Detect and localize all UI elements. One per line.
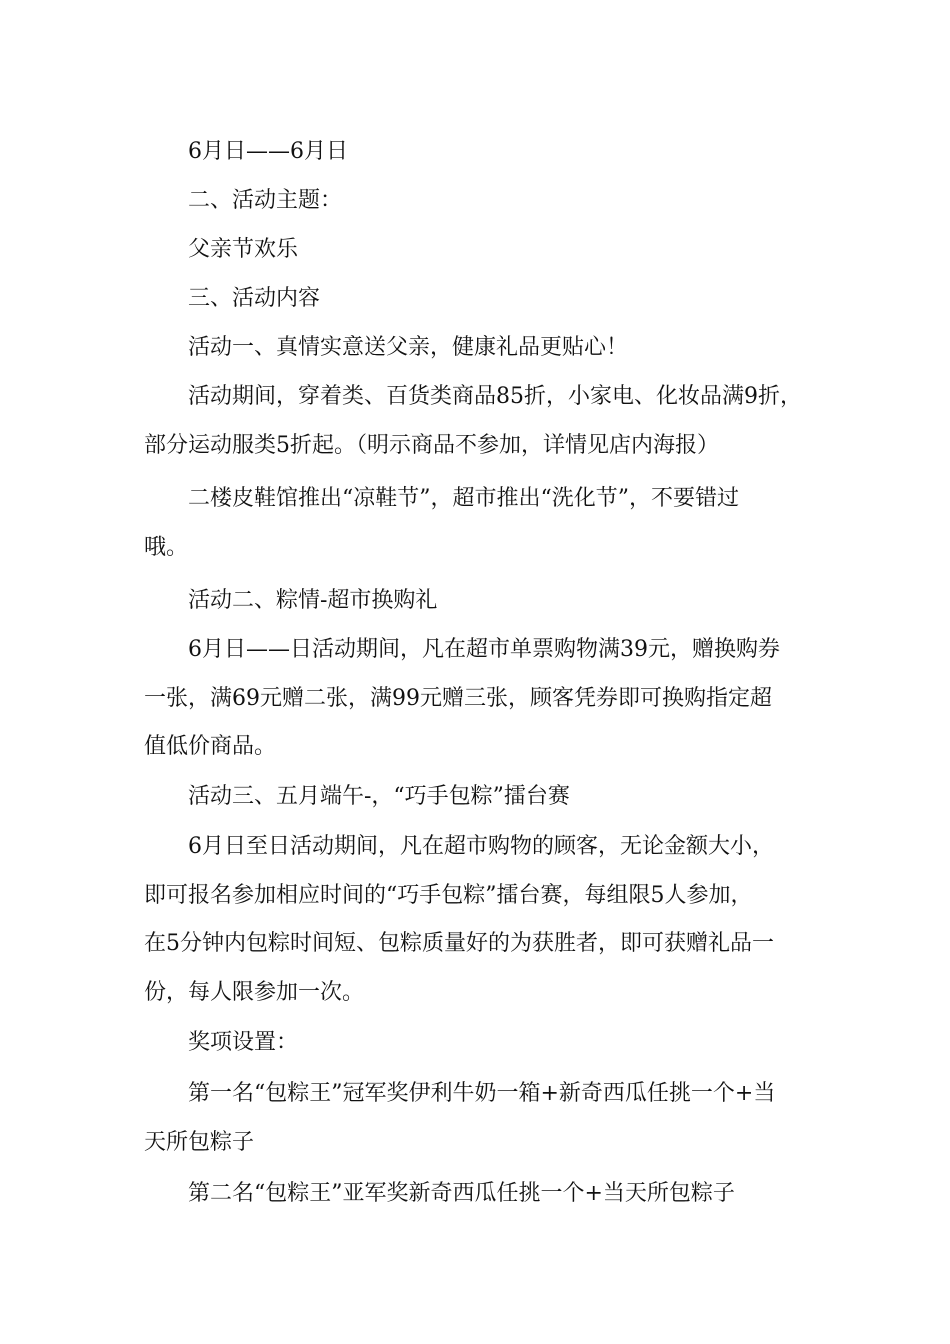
activity-two-heading bbox=[144, 577, 809, 626]
activity-two-paragraph bbox=[144, 626, 809, 772]
text-line: 活动期间，穿着类、百货类商品85折，小家电、化妆品满9折， bbox=[188, 384, 802, 409]
date-range-line bbox=[144, 128, 809, 177]
text-line: 6月日至日活动期间，凡在超市购物的顾客，无论金额大小， bbox=[188, 834, 774, 859]
text-line: 活动二、粽情-超市换购礼 bbox=[188, 588, 438, 613]
text-line: 活动三、五月端午-，“巧手包粽”擂台赛 bbox=[188, 784, 570, 809]
text-line: 在5分钟内包粽时间短、包粽质量好的为获胜者，即可获赠礼品一 bbox=[144, 931, 774, 957]
text-line: 活动一、真情实意送父亲，健康礼品更贴心！ bbox=[188, 335, 629, 360]
text-line: 份，每人限参加一次。 bbox=[144, 979, 365, 1005]
text-line: 天所包粽子 bbox=[144, 1129, 255, 1155]
text-line: 第一名“包粽王”冠军奖伊利牛奶一箱+新奇西瓜任挑一个+当 bbox=[188, 1081, 776, 1106]
activity-three-heading bbox=[144, 773, 809, 822]
awards-heading bbox=[144, 1019, 809, 1068]
text-line: 二、活动主题： bbox=[188, 188, 343, 213]
text-line: 父亲节欢乐 bbox=[188, 237, 299, 262]
activity-one-heading bbox=[144, 324, 809, 373]
activity-one-paragraph bbox=[144, 373, 809, 470]
first-prize-paragraph bbox=[144, 1070, 809, 1167]
text-line: 值低价商品。 bbox=[144, 734, 277, 760]
text-line: 奖项设置： bbox=[188, 1030, 299, 1055]
second-prize-paragraph bbox=[144, 1170, 809, 1219]
text-line: 部分运动服类5折起。（明示商品不参加，详情见店内海报） bbox=[144, 432, 719, 458]
theme-text bbox=[144, 226, 809, 275]
text-line: 6月日——6月日 bbox=[188, 139, 348, 164]
text-line: 一张，满69元赠二张，满99元赠三张，顾客凭券即可换购指定超 bbox=[144, 685, 772, 711]
section-heading-content bbox=[144, 275, 809, 324]
text-line: 二楼皮鞋馆推出“凉鞋节”，超市推出“洗化节”，不要错过 bbox=[188, 486, 739, 511]
activity-three-paragraph bbox=[144, 823, 809, 1017]
text-line: 即可报名参加相应时间的“巧手包粽”擂台赛，每组限5人参加， bbox=[144, 882, 753, 908]
text-line: 哦。 bbox=[144, 534, 189, 560]
text-line: 三、活动内容 bbox=[188, 286, 321, 311]
section-heading-theme bbox=[144, 177, 809, 226]
text-line: 第二名“包粽王”亚军奖新奇西瓜任挑一个+当天所包粽子 bbox=[188, 1181, 735, 1206]
text-line: 6月日——日活动期间，凡在超市单票购物满39元，赠换购券 bbox=[188, 637, 780, 662]
shoe-hall-paragraph bbox=[144, 475, 809, 572]
